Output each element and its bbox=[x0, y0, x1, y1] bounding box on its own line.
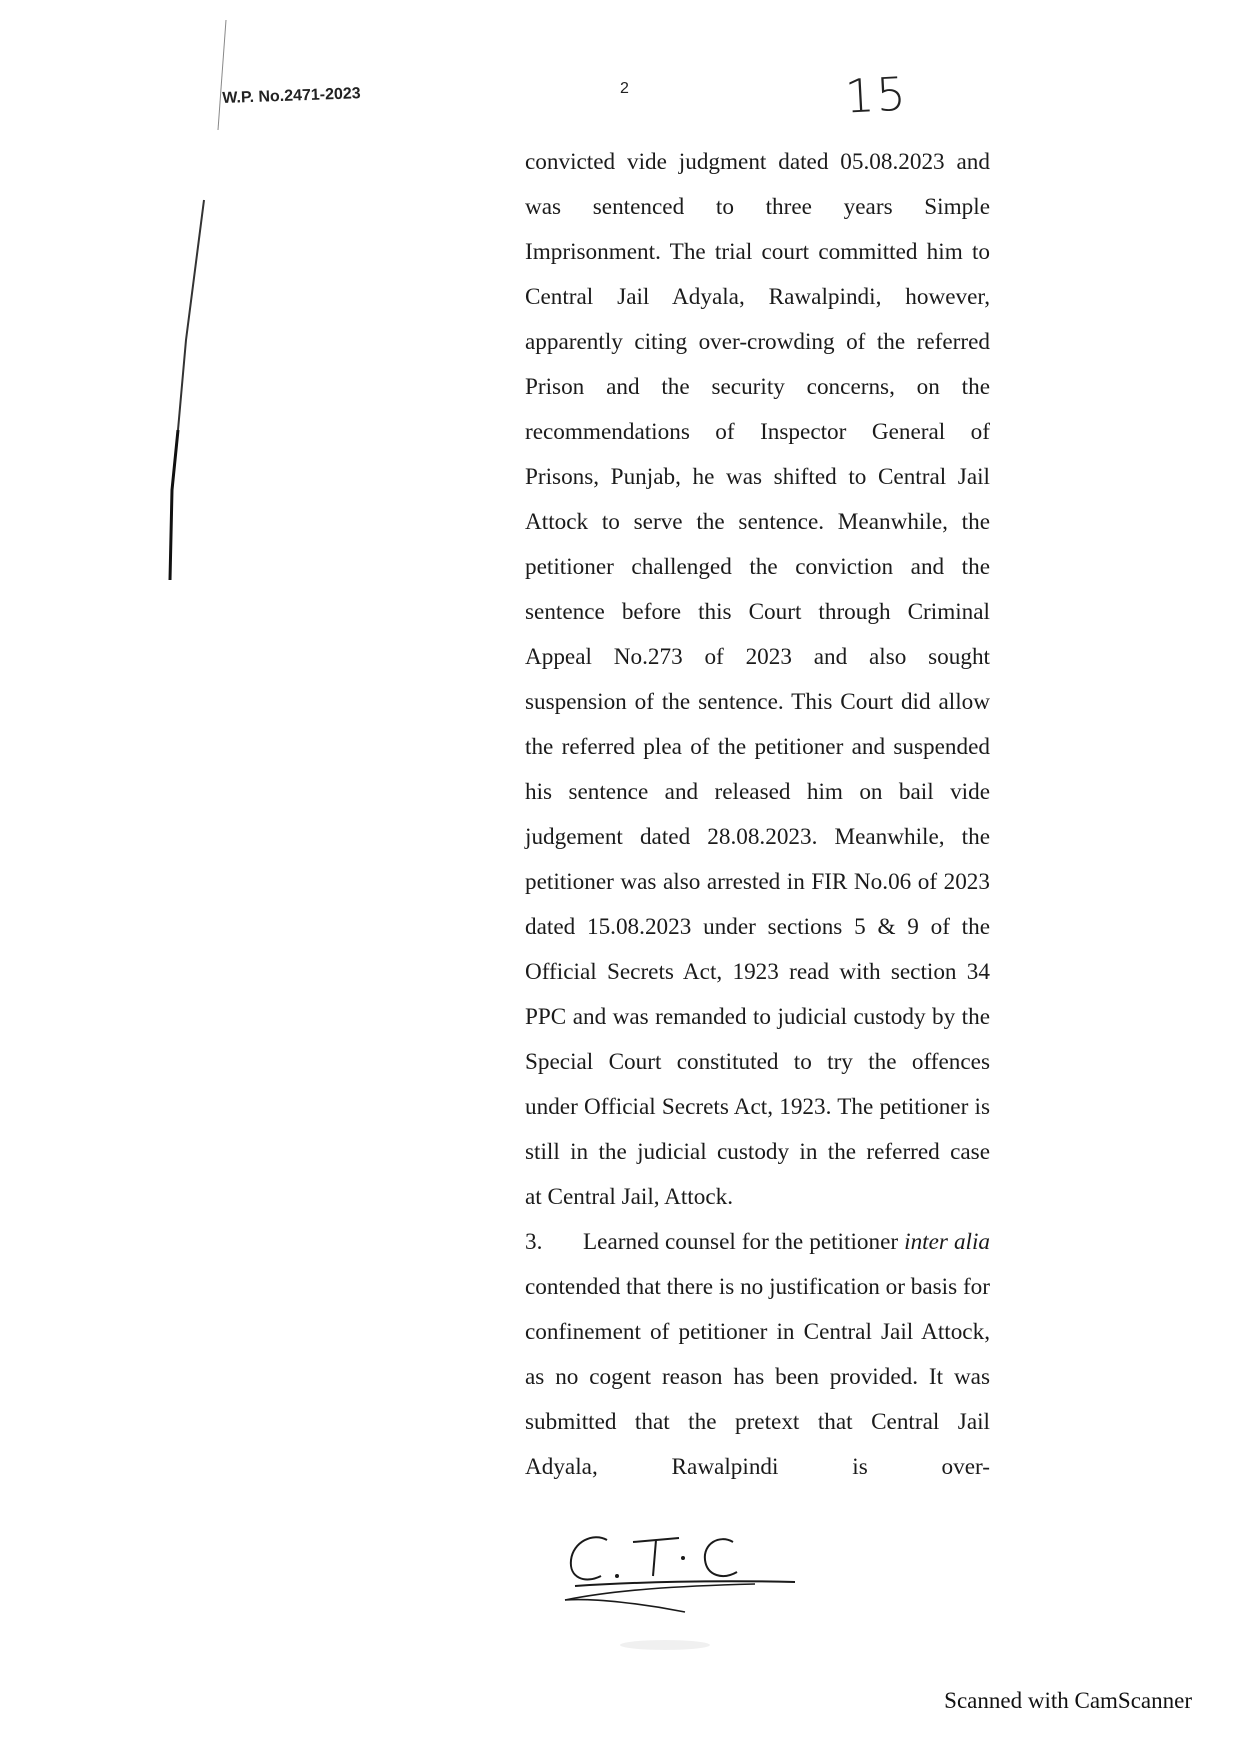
paragraph-number: 3. bbox=[525, 1229, 543, 1255]
paragraph-3-italic: inter alia bbox=[904, 1229, 991, 1255]
paragraph-continued: convicted vide judgment dated 05.08.2023 and was sentenced to three years Simple Imprisonment. The trial court committed him to Central Jail Adyala, Rawalpindi, however, apparently citing over-crowding of the referred Prison and the security concerns, on the recommendations of Inspector General of Prisons, Punjab, he was shifted to Central Jail Attock to serve the sentence. Meanwhile, the petitioner challenged the conviction and the sentence before this Court through Criminal Appeal No.273 of 2023 and also sought suspension of the sentence. This Court did allow the referred plea of the petitioner and suspended his sentence and released him on bail vide judgement dated 28.08.2023. Meanwhile, the petitioner was also arrested in FIR No.06 of 2023 dated 15.08.2023 under sections 5 & 9 of the Official Secrets Act, 1923 read with section 34 PPC and was remanded to judicial custody by the Special Court constituted to try the offences under Official Secrets Act, 1923. The petitioner is still in the judicial custody in the referred case bbox=[525, 149, 990, 1165]
case-number: W.P. No.2471-2023 bbox=[222, 85, 361, 107]
scan-smudge bbox=[620, 1640, 710, 1650]
camscanner-watermark: Scanned with CamScanner bbox=[944, 1688, 1192, 1713]
page-number: 2 bbox=[620, 80, 629, 97]
paragraph-3-lead: Learned counsel for the petitioner bbox=[583, 1229, 899, 1255]
paragraph-continued-last-line: at Central Jail, Attock. bbox=[525, 1184, 733, 1210]
paragraph-3-rest: contended that there is no justification or basis for confinement of petitioner in Central Jail Attock, as no cogent reason has been provided. It was submitted that the pretext that Central Jail Adyala, Rawalpindi is over- bbox=[525, 1274, 990, 1480]
judgment-text bbox=[525, 140, 990, 1490]
handwritten-page-number: 15 bbox=[843, 66, 909, 124]
paragraph-3 bbox=[525, 1220, 990, 1490]
ctc-signature bbox=[555, 1528, 825, 1618]
